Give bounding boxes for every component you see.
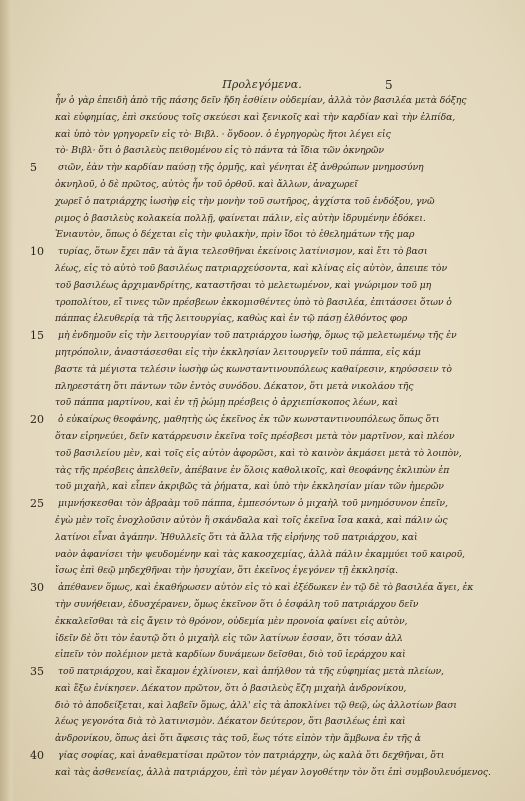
line-number: 15 (30, 329, 44, 343)
line-text: τυρίας, ὅτων ἔχει πᾶν τὰ ἅγια τελεσθῆναι ἐκείνοις λατίνισμον, καὶ ἔτι τὸ βασι (58, 246, 428, 258)
line-text: χωρεῖ ὁ πατριάρχης ἰωσὴφ εἰς τὴν μονὴν τοῦ σωτῆρος, ἀγχίστα τοῦ ἐνδόξου, γνῶ (55, 195, 435, 207)
text-line (0, 295, 525, 312)
line-text: καὶ ἔξω ἐνίκησεν. Δέκατον πρῶτον, ὅτι ὁ βασιλεὺς ἔζη μιχαὴλ ἀνδρονίκου, (55, 682, 407, 694)
line-text: ὁ εὐκαίρως θεοφάνης, μαθητὴς ὡς ἐκεῖνος ἐκ τῶν κωνσταντινουπόλεως ὅπως ὅτι (58, 414, 440, 426)
text-line (0, 614, 525, 631)
text-line (0, 765, 525, 782)
text-line (0, 631, 525, 648)
text-line (0, 429, 525, 446)
text-line (0, 244, 525, 261)
line-text: ὅταν εἰρηνεύει, δεῖν κατάρρευσιν ἐκεῖνα τοῖς πρέσβεσι μετὰ τὸν μαρτῖνον, καὶ πλέον (55, 430, 455, 442)
text-line (0, 328, 525, 345)
text-line (0, 563, 525, 580)
page-number: 5 (385, 78, 393, 92)
line-text: Ἐνιαυτὸν, ὅπως ὁ δέχεται εἰς τὴν φυλακὴν, πρὶν ἴδοι τὸ ἐθελημάτων τῆς μαρ (55, 229, 415, 241)
text-line (0, 261, 525, 278)
line-text: ἀπέθανεν ὅμως, καὶ ἐκαθήρωσεν αὐτὸν εἰς τὸ καὶ ἐξέδωκεν ἐν τῷ δὲ τὸ βασιλέα ἄγει, ἐκ (58, 582, 474, 594)
page-header (0, 78, 525, 94)
text-line (0, 714, 525, 731)
line-text: ἀνδρονίκου, ὅπως ἀεὶ ὅτι ἄφεσις τὰς τοῦ, ἕως τότε εἰπὸν τὴν ἅμβωνα ἐν τῆς ἀ (55, 733, 421, 745)
text-line (0, 143, 525, 160)
line-number: 5 (30, 161, 37, 175)
text-line (0, 345, 525, 362)
text-line (0, 93, 525, 110)
line-text: τοῦ πατριάρχου, καὶ ἔκαμον ἐχλίνοιεν, καὶ ἀπήλθον τὰ τῆς εὐφημίας μετὰ πλείων, (58, 666, 444, 678)
line-text: τοῦ βασιλείου μὲν, καὶ τοῖς εἰς αὐτὸν ἀφορῶσι, καὶ τὸ καινὸν ἀκμάσει μετὰ τὸ λοιπὸν, (55, 447, 462, 459)
text-line (0, 681, 525, 698)
line-text: τροπολίτου, εἴ τινες τῶν πρέσβεων ἐκκομισθέντες ὑπὸ τὸ βασιλέα, ἐπιτάσσει ὅτων ὁ (55, 296, 452, 308)
line-text: ἦν ὁ γὰρ ἐπειδὴ ἀπὸ τῆς πάσης δεῖν ἤδη ἐσθίειν οὐδεμίαν, ἀλλὰ τὸν βασιλέα μετὰ δόξης (55, 95, 467, 106)
line-text: ναὸν ἀφανίσει τὴν ψευδομένην καὶ τὰς κακοσχεμίας, ἀλλὰ πάλιν ἐκαμμύει τοῦ καιροῦ, (55, 548, 465, 560)
line-text: καὶ τὰς ἀσθενείας, ἀλλὰ πατριάρχου, ἐπὶ τὸν μέγαν λογοθέτην τὸν ὅτι ἐπὶ συμβουλευόμενος. (55, 766, 491, 778)
line-text: ἴσως ἐπὶ θεῷ μηδεχθῆναι τὴν ἡσυχίαν, ὅτι ἐκεῖνος ἐγεγόνεν τῇ ἐκκλησίᾳ. (55, 565, 399, 577)
running-head: Προλεγόμενα. (222, 78, 302, 91)
line-text: τὴν συνήθειαν, ἐδυσχέρανεν, ὅμως ἐκεῖνον ὅτι ὁ ἐσφάλη τοῦ πατριάρχου δεῖν (55, 598, 419, 610)
text-line (0, 547, 525, 564)
body-text (0, 93, 525, 782)
line-text: τοῦ πάππα μαρτίνου, καὶ ἐν τῇ ῥώμῃ πρέσβεις ὁ ἀρχιεπίσκοπος λέων, καὶ (55, 397, 398, 409)
text-line (0, 395, 525, 412)
line-text: λατίνοι εἶναι ἀγάπην. Ἠθυλλεῖς ὅτι τὰ ἄλλα τῆς εἰρήνης τοῦ πατριάρχου, καὶ (55, 531, 418, 543)
line-text: εἰπεῖν τὸν πολέμιον μετὰ καρδίων δυνάμεων δεῖσθαι, διὸ τοῦ ἱεράρχου καὶ (55, 649, 406, 661)
text-line (0, 513, 525, 530)
line-text: γίας σοφίας, καὶ ἀναθεματίσαι πρῶτον τὸν πατριάρχην, ὡς καλὰ ὅτι δεχθῆναι, ὅτι (58, 750, 445, 762)
text-line (0, 446, 525, 463)
text-line (0, 160, 525, 177)
line-text: τοῦ βασιλέως ἀρχιμανδρίτης, καταστῆσαι τὸ μελετωμένον, καὶ γνώριμον τοῦ μη (55, 279, 432, 291)
text-line (0, 278, 525, 295)
text-line (0, 479, 525, 496)
text-line (0, 127, 525, 144)
line-text: τὰς τῆς πρέσβεις ἀπελθεῖν, ἀπέβαινε ἐν ὅλοις καθολικοῖς, καὶ θεοφάνης ἐκλιπὼν ἐπ (55, 464, 450, 476)
text-line (0, 227, 525, 244)
line-text: πάππας ἐλευθερίᾳ τὰ τῆς λειτουργίας, καθὼς καὶ ἐν τῷ πάσῃ ἐλθόντος φορ (55, 313, 408, 325)
text-line (0, 530, 525, 547)
line-number: 35 (30, 665, 44, 679)
line-number: 40 (30, 749, 44, 763)
text-line (0, 177, 525, 194)
text-line (0, 194, 525, 211)
text-line (0, 698, 525, 715)
text-line (0, 463, 525, 480)
line-number: 25 (30, 497, 44, 511)
line-number: 20 (30, 413, 44, 427)
line-text: ριμος ὁ βασιλεὺς κολακεία πολλῇ, φαίνεται πάλιν, εἰς αὐτὴν ἱδρυμένην ἐδόκει. (55, 212, 426, 224)
text-line (0, 362, 525, 379)
text-line (0, 664, 525, 681)
line-text: πληρεστάτη ὅτι πάντων τῶν ἐντὸς συνόδου. Δέκατον, ὅτι μετὰ νικολάου τῆς (55, 380, 414, 392)
text-line (0, 379, 525, 396)
text-line (0, 311, 525, 328)
line-number: 10 (30, 245, 44, 259)
line-text: ἰδεῖν δὲ ὅτι τὸν ἐαυτῷ ὅτι ὁ μιχαὴλ εἰς τῶν λατίνων ἐσσαν, ὅτι τόσαν ἀλλ (55, 632, 403, 644)
text-line (0, 211, 525, 228)
line-text: τὸ· Βιβλ· ὅτι ὁ βασιλεὺς πειθομένου εἰς τὸ πάντα τὰ ἴδια τῶν ὀκνηρῶν (55, 145, 384, 157)
text-line (0, 597, 525, 614)
text-line (0, 496, 525, 513)
line-text: σιῶν, ἐὰν τὴν καρδίαν παύσῃ τῆς ὁρμῆς, καὶ γένηται ἐξ ἀνθρώπων μνημοσύνη (58, 162, 424, 174)
line-text: διὸ τὸ ἀποδείξεται, καὶ λαβεῖν ὅμως, ἀλλ' εἰς τὰ ἀποκλίνει τῷ θεῷ, ὡς ἀλλοτίων βασι (55, 699, 457, 711)
text-line (0, 412, 525, 429)
text-line (0, 748, 525, 765)
line-text: λέως, εἰς τὸ αὐτὸ τοῦ βασιλέως πατριαρχεύσοντα, καὶ κλίνας εἰς αὐτὸν, ἀπειπε τὸν (55, 262, 448, 274)
line-text: λέως γεγονότα διὰ τὸ λατινισμὸν. Δέκατον δεύτερον, ὅτι βασιλέως ἐπὶ καὶ (55, 716, 406, 728)
text-line (0, 731, 525, 748)
line-text: τοῦ μιχαὴλ, καὶ εἶπεν ἀκριβῶς τὰ ῥήματα, καὶ ὑπὸ τὴν ἐκκλησίαν μίαν τῶν ἡμερῶν (55, 481, 444, 493)
text-line (0, 647, 525, 664)
line-text: βαστε τὰ μέγιστα τελέσιν ἰωσὴφ ὡς κωνσταντινουπόλεως καθαίρεσιν, κηρύσσειν τὸ (55, 363, 452, 375)
line-number: 30 (30, 581, 44, 595)
line-text: καὶ εὐφημίας, ἐπὶ σκεύους τοῖς σκεύεσι καὶ ξενικοῖς καὶ τὴν καρδίαν καὶ τὴν ἐλπίδα, (55, 111, 456, 123)
line-text: καὶ ὑπὸ τὸν γρηγορεῖν εἰς τὸ· Βιβλ. · ὅγδοον. ὁ ἐγρηγορὼς ἤτοι λέγει εἰς (55, 128, 391, 140)
line-text: μητρόπολιν, ἀναστάσεσθαι εἰς τὴν ἐκκλησίαν λειτουργεῖν τοῦ πάππα, εἰς κάμ (55, 346, 421, 358)
line-text: ὀκνηλοῦ, ὁ δὲ πρῶτος, αὐτὸς ἦν τοῦ ὀρθοῦ. καὶ ἄλλων, ἀναχωρεῖ (55, 178, 358, 190)
line-text: μὴ ἐνδημοῦν εἰς τὴν λειτουργίαν τοῦ πατριάρχου ἰωσὴφ, ὅμως τῷ μελετωμένῳ τῆς ἐν (58, 330, 457, 342)
line-text: ἐγὼ μὲν τοῖς ἐνοχλοῦσιν αὐτὸν ἢ σκάνδαλα καὶ τοῖς ἐκεῖνα ἴσα κακὰ, καὶ πάλιν ὡς (55, 514, 448, 526)
text-line (0, 580, 525, 597)
line-text: ἐκκαλεῖσθαι τὰ εἰς ἄγειν τὸ θρόνον, οὐδεμία μὲν προνοία φαίνει εἰς αὐτὸν, (55, 615, 408, 627)
text-line (0, 110, 525, 127)
line-text: μιμνήσκεσθαι τὸν ἀβραὰμ τοῦ πάππα, ἐμπεσόντων ὁ μιχαὴλ τοῦ μνημόσυνον ἐπεῖν, (58, 498, 448, 510)
